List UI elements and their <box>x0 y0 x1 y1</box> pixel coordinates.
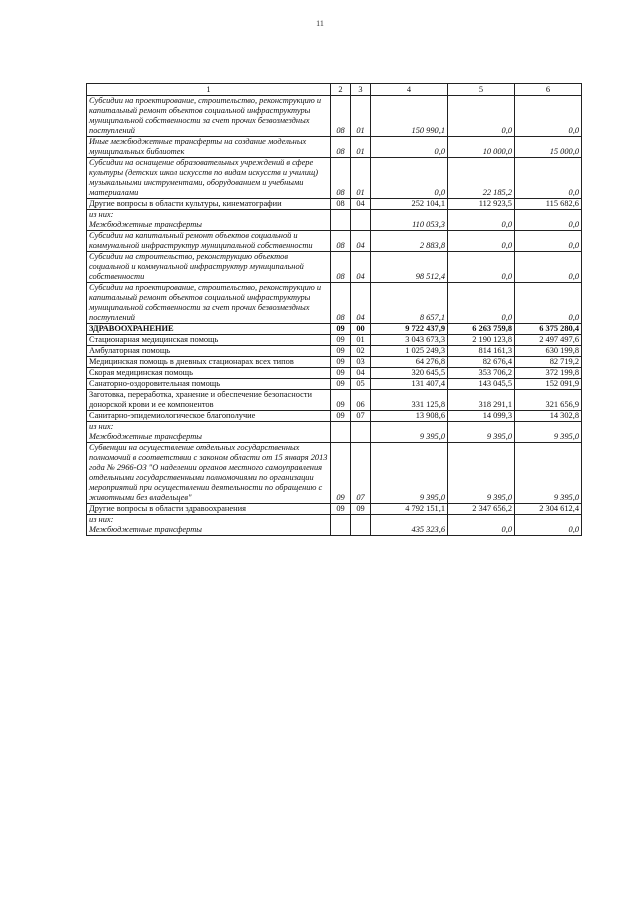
row-section-code: 09 <box>331 443 351 504</box>
row-subsection-code: 03 <box>351 357 371 368</box>
row-name: Заготовка, переработка, хранение и обеспечение безопасности донорской крови и ее компонентов <box>87 390 331 411</box>
table-row <box>87 283 582 324</box>
row-section-code: 08 <box>331 158 351 199</box>
row-amount-col5: 143 045,5 <box>448 379 515 390</box>
table-row <box>87 368 582 379</box>
row-amount-col5: 814 161,3 <box>448 346 515 357</box>
row-amount-col5: 9 395,0 <box>448 443 515 504</box>
row-section-code: 08 <box>331 252 351 283</box>
row-amount-col6: 630 199,8 <box>515 346 582 357</box>
row-amount-col5: 6 263 759,8 <box>448 324 515 335</box>
row-amount-col5: 0,0 <box>448 210 515 231</box>
row-amount-col4: 13 908,6 <box>371 411 448 422</box>
row-amount-col4: 98 512,4 <box>371 252 448 283</box>
table-row <box>87 390 582 411</box>
table-row <box>87 504 582 515</box>
row-amount-col5: 0,0 <box>448 231 515 252</box>
row-name: из них: Межбюджетные трансферты <box>87 515 331 536</box>
row-subsection-code: 01 <box>351 158 371 199</box>
row-name: Субсидии на проектирование, строительство, реконструкцию и капитальный ремонт объектов социальной инфраструктуры муниципальной собственности за счет прочих безвозмездных поступлений <box>87 283 331 324</box>
row-name: Субсидии на строительство, реконструкцию объектов социальной и коммунальной инфраструктур муниципальной собственности <box>87 252 331 283</box>
row-amount-col5: 22 185,2 <box>448 158 515 199</box>
row-amount-col6: 0,0 <box>515 515 582 536</box>
row-name: Субвенции на осуществление отдельных государственных полномочий в соответствии с законом области от 15 января 2013 года № 2966-ОЗ "О наделении органов местного самоуправления отдельными государственными полномочиями по организации мероприятий при осуществлении деятельности по обращению с животными без владельцев" <box>87 443 331 504</box>
row-section-code: 09 <box>331 357 351 368</box>
row-amount-col4: 9 395,0 <box>371 422 448 443</box>
row-amount-col5: 0,0 <box>448 283 515 324</box>
table-header-row <box>87 84 582 96</box>
row-amount-col4: 150 990,1 <box>371 96 448 137</box>
row-amount-col5: 318 291,1 <box>448 390 515 411</box>
row-section-code: 09 <box>331 390 351 411</box>
row-amount-col4: 110 053,3 <box>371 210 448 231</box>
row-amount-col6: 9 395,0 <box>515 422 582 443</box>
row-amount-col4: 320 645,5 <box>371 368 448 379</box>
row-name: Субсидии на проектирование, строительство, реконструкцию и капитальный ремонт объектов социальной инфраструктуры муниципальной собственности за счет прочих безвозмездных поступлений <box>87 96 331 137</box>
row-subsection-code: 01 <box>351 335 371 346</box>
row-amount-col6: 2 304 612,4 <box>515 504 582 515</box>
row-subsection-code: 01 <box>351 96 371 137</box>
page-number: 11 <box>316 19 324 28</box>
row-name: Другие вопросы в области здравоохранения <box>87 504 331 515</box>
row-name: Субсидии на капитальный ремонт объектов социальной и коммунальной инфраструктур муниципальной собственности <box>87 231 331 252</box>
header-col-2: 2 <box>331 84 351 96</box>
row-subsection-code: 04 <box>351 252 371 283</box>
row-amount-col4: 9 395,0 <box>371 443 448 504</box>
row-amount-col5: 2 190 123,8 <box>448 335 515 346</box>
row-amount-col5: 0,0 <box>448 252 515 283</box>
row-amount-col5: 0,0 <box>448 515 515 536</box>
row-amount-col4: 0,0 <box>371 137 448 158</box>
row-amount-col4: 0,0 <box>371 158 448 199</box>
row-amount-col6: 0,0 <box>515 96 582 137</box>
row-subsection-code: 07 <box>351 443 371 504</box>
row-section-code <box>331 422 351 443</box>
row-name: ЗДРАВООХРАНЕНИЕ <box>87 324 331 335</box>
row-amount-col6: 14 302,8 <box>515 411 582 422</box>
row-subsection-code: 05 <box>351 379 371 390</box>
row-name: Медицинская помощь в дневных стационарах всех типов <box>87 357 331 368</box>
row-amount-col4: 64 276,8 <box>371 357 448 368</box>
row-subsection-code: 06 <box>351 390 371 411</box>
row-amount-col6: 0,0 <box>515 158 582 199</box>
row-section-code: 08 <box>331 199 351 210</box>
row-subsection-code: 09 <box>351 504 371 515</box>
row-amount-col6: 0,0 <box>515 283 582 324</box>
table-row <box>87 422 582 443</box>
table-row <box>87 357 582 368</box>
row-section-code: 09 <box>331 411 351 422</box>
row-amount-col5: 353 706,2 <box>448 368 515 379</box>
row-section-code <box>331 210 351 231</box>
row-subsection-code: 07 <box>351 411 371 422</box>
row-amount-col6: 0,0 <box>515 252 582 283</box>
header-col-3: 3 <box>351 84 371 96</box>
row-section-code <box>331 515 351 536</box>
header-col-4: 4 <box>371 84 448 96</box>
table-row <box>87 96 582 137</box>
row-section-code: 09 <box>331 504 351 515</box>
row-amount-col6: 372 199,8 <box>515 368 582 379</box>
row-name: Субсидии на оснащение образовательных учреждений в сфере культуры (детских школ искусств по видам искусств и училищ) музыкальными инструментами, оборудованием и учебными материалами <box>87 158 331 199</box>
row-name: Скорая медицинская помощь <box>87 368 331 379</box>
row-section-code: 08 <box>331 137 351 158</box>
row-section-code: 08 <box>331 283 351 324</box>
row-subsection-code: 04 <box>351 231 371 252</box>
row-amount-col4: 331 125,8 <box>371 390 448 411</box>
table-row <box>87 443 582 504</box>
row-name: Иные межбюджетные трансферты на создание модельных муниципальных библиотек <box>87 137 331 158</box>
row-section-code: 08 <box>331 96 351 137</box>
row-amount-col5: 10 000,0 <box>448 137 515 158</box>
row-amount-col6: 82 719,2 <box>515 357 582 368</box>
row-amount-col6: 6 375 280,4 <box>515 324 582 335</box>
row-amount-col4: 4 792 151,1 <box>371 504 448 515</box>
table-row <box>87 210 582 231</box>
row-amount-col5: 112 923,5 <box>448 199 515 210</box>
row-subsection-code: 02 <box>351 346 371 357</box>
row-amount-col4: 9 722 437,9 <box>371 324 448 335</box>
row-name: Амбулаторная помощь <box>87 346 331 357</box>
table-row <box>87 346 582 357</box>
row-section-code: 09 <box>331 379 351 390</box>
row-section-code: 09 <box>331 335 351 346</box>
row-amount-col5: 2 347 656,2 <box>448 504 515 515</box>
row-amount-col6: 115 682,6 <box>515 199 582 210</box>
table-row <box>87 379 582 390</box>
row-subsection-code <box>351 422 371 443</box>
row-amount-col4: 2 883,8 <box>371 231 448 252</box>
row-amount-col5: 82 676,4 <box>448 357 515 368</box>
table-row <box>87 137 582 158</box>
row-subsection-code: 04 <box>351 283 371 324</box>
table-row <box>87 324 582 335</box>
row-name: Санитарно-эпидемиологическое благополучие <box>87 411 331 422</box>
header-col-6: 6 <box>515 84 582 96</box>
row-amount-col6: 9 395,0 <box>515 443 582 504</box>
row-subsection-code: 00 <box>351 324 371 335</box>
row-name: Другие вопросы в области культуры, кинематографии <box>87 199 331 210</box>
row-section-code: 08 <box>331 231 351 252</box>
row-amount-col6: 0,0 <box>515 210 582 231</box>
row-subsection-code: 04 <box>351 199 371 210</box>
table-row <box>87 231 582 252</box>
row-amount-col4: 252 104,1 <box>371 199 448 210</box>
table-row <box>87 411 582 422</box>
row-amount-col5: 9 395,0 <box>448 422 515 443</box>
row-amount-col4: 131 407,4 <box>371 379 448 390</box>
budget-table <box>86 83 582 536</box>
row-subsection-code: 04 <box>351 368 371 379</box>
row-subsection-code: 01 <box>351 137 371 158</box>
row-amount-col6: 2 497 497,6 <box>515 335 582 346</box>
row-name: из них: Межбюджетные трансферты <box>87 210 331 231</box>
row-section-code: 09 <box>331 368 351 379</box>
row-name: Санаторно-оздоровительная помощь <box>87 379 331 390</box>
row-amount-col4: 8 657,1 <box>371 283 448 324</box>
row-amount-col5: 14 099,3 <box>448 411 515 422</box>
row-name: из них: Межбюджетные трансферты <box>87 422 331 443</box>
header-col-1: 1 <box>87 84 331 96</box>
header-col-5: 5 <box>448 84 515 96</box>
row-subsection-code <box>351 515 371 536</box>
row-amount-col4: 3 043 673,3 <box>371 335 448 346</box>
row-amount-col6: 15 000,0 <box>515 137 582 158</box>
row-amount-col5: 0,0 <box>448 96 515 137</box>
row-amount-col6: 0,0 <box>515 231 582 252</box>
row-section-code: 09 <box>331 324 351 335</box>
row-subsection-code <box>351 210 371 231</box>
row-amount-col4: 1 025 249,3 <box>371 346 448 357</box>
row-amount-col4: 435 323,6 <box>371 515 448 536</box>
table-row <box>87 515 582 536</box>
row-amount-col6: 152 091,9 <box>515 379 582 390</box>
table-row <box>87 252 582 283</box>
row-name: Стационарная медицинская помощь <box>87 335 331 346</box>
row-amount-col6: 321 656,9 <box>515 390 582 411</box>
row-section-code: 09 <box>331 346 351 357</box>
table-row <box>87 335 582 346</box>
table-row <box>87 158 582 199</box>
table-row <box>87 199 582 210</box>
